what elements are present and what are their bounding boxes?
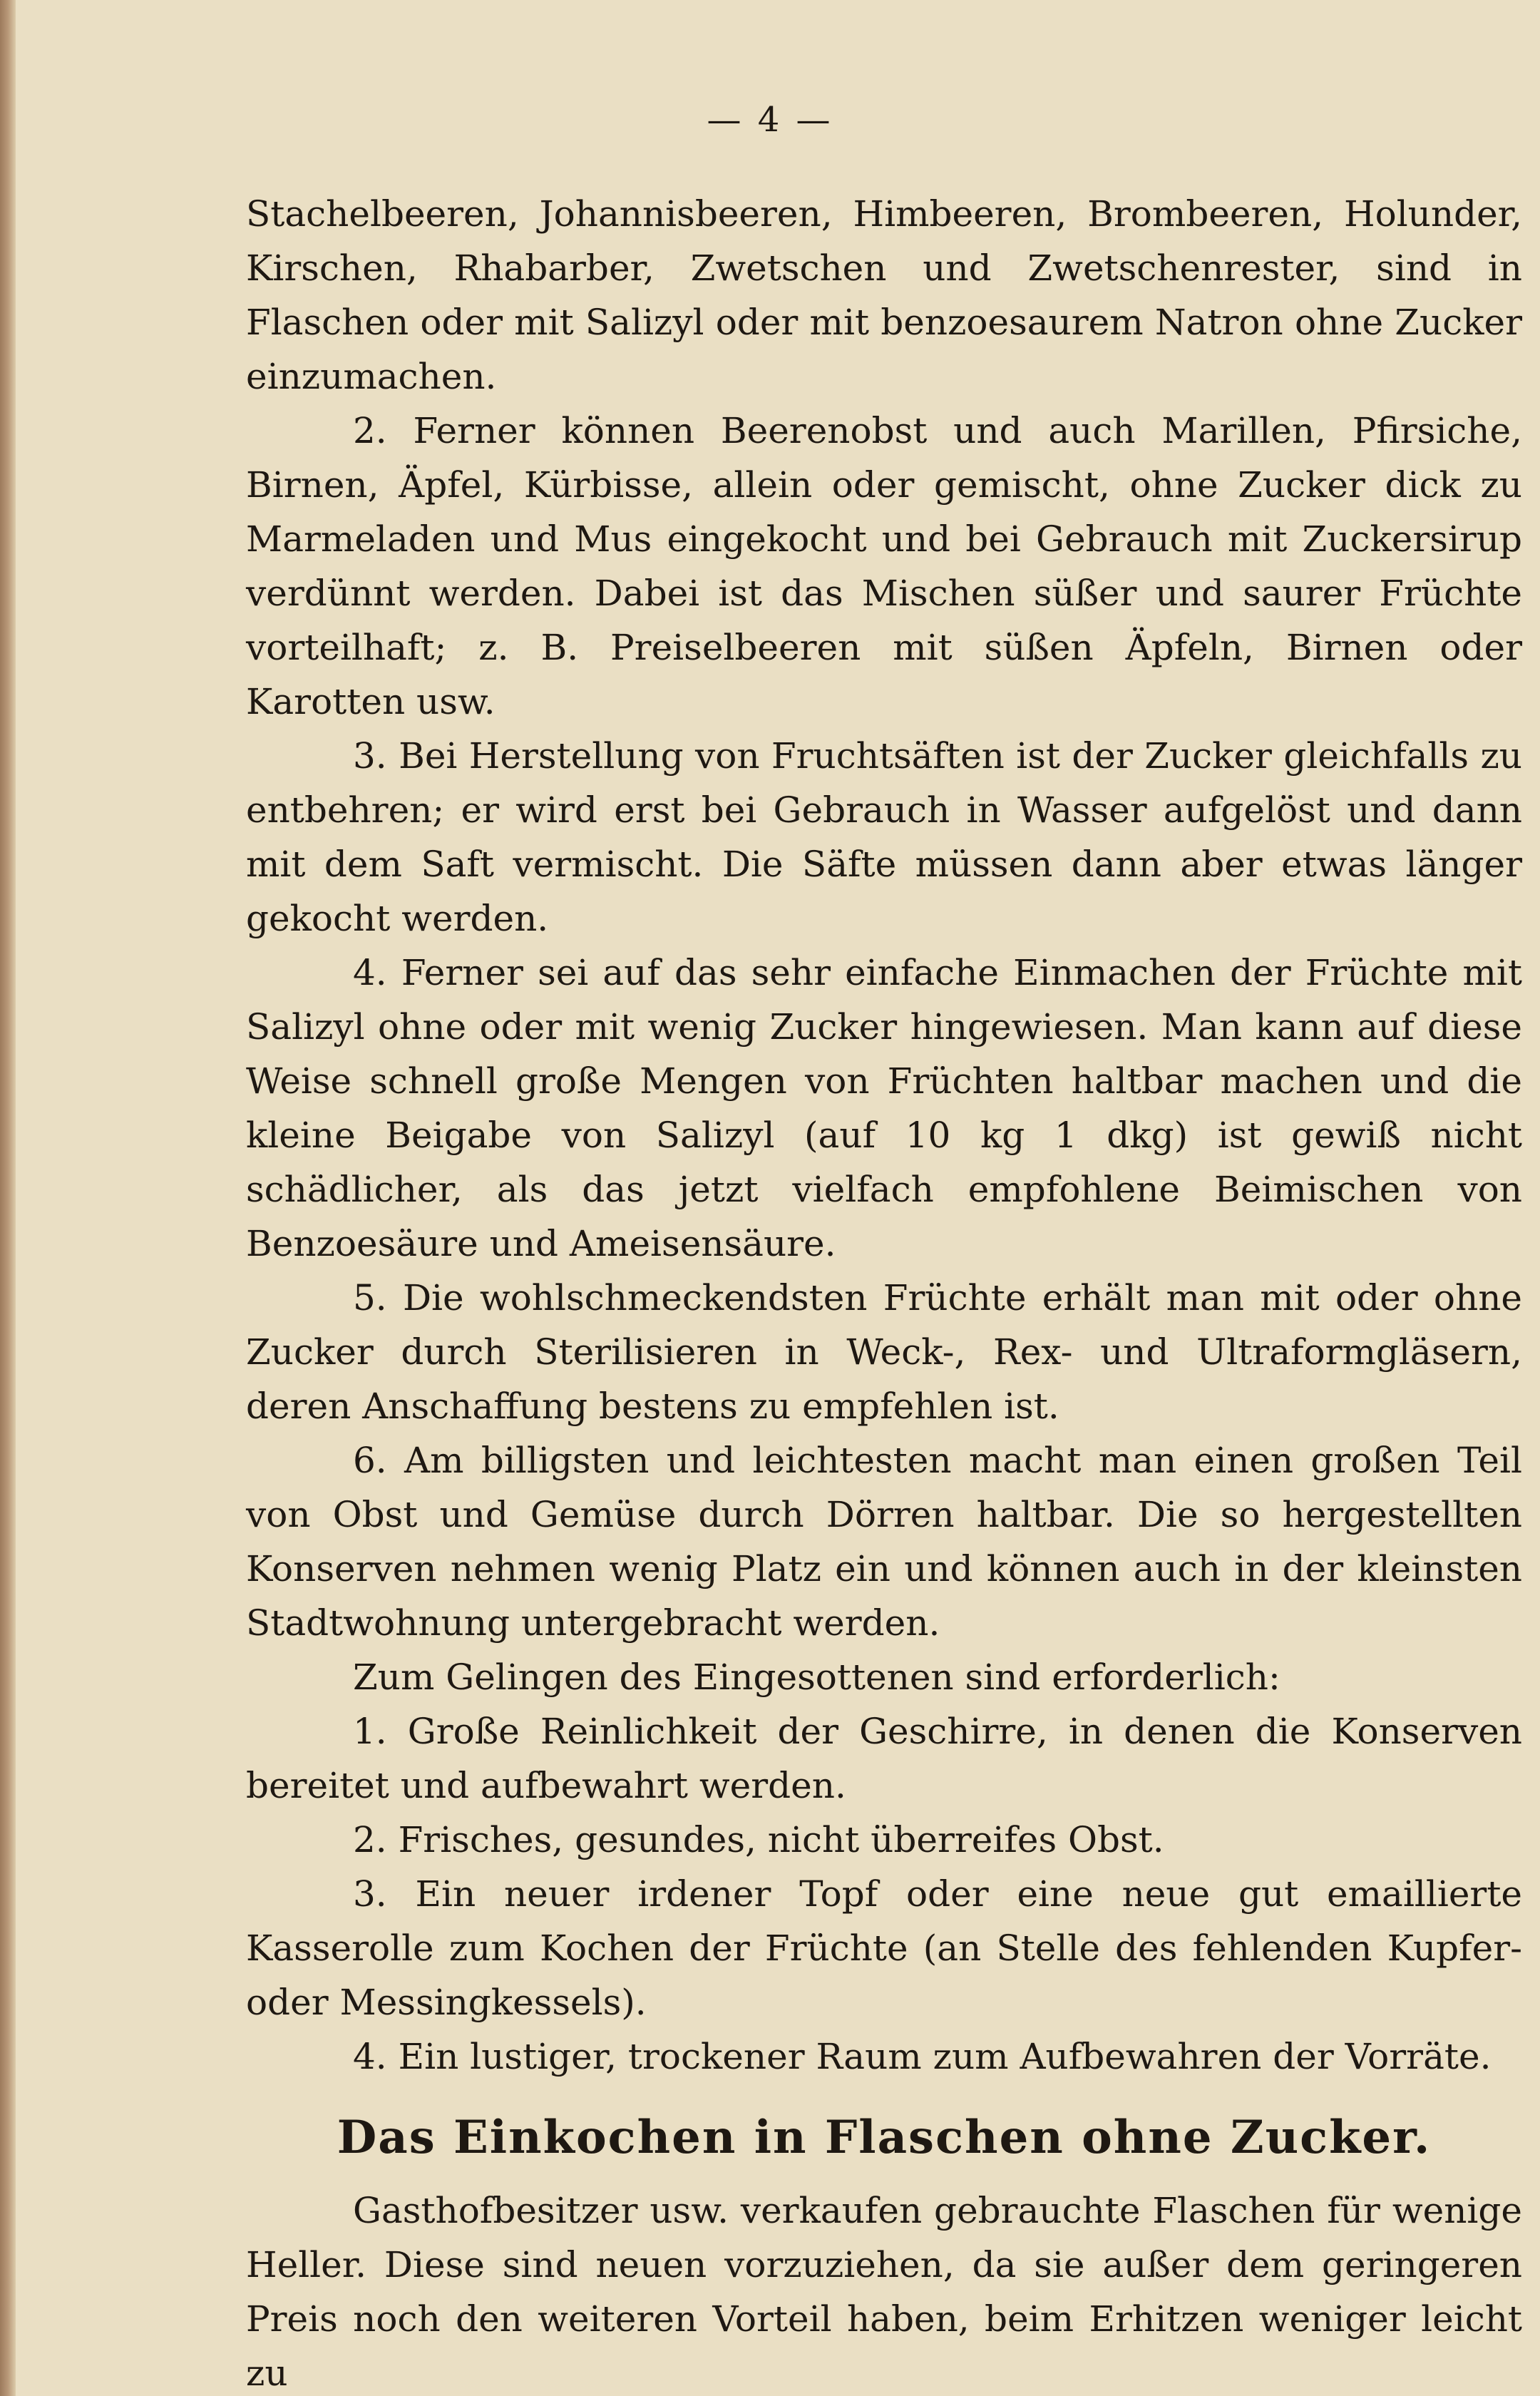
paragraph-item-5: 5. Die wohlschmeckendsten Früchte erhält man mit oder ohne Zucker durch Sterilisieren in Weck-, Rex- und Ultraformgläsern, deren Anschaffung bestens zu empfehlen ist.	[246, 1277, 1522, 1427]
paragraph-item-3: 3. Bei Herstellung von Fruchtsäften ist der Zucker gleichfalls zu entbehren; er wird erst bei Gebrauch in Wasser aufgelöst und dann mit dem Saft vermischt. Die Säfte müssen dann aber etwas länger gekocht werden.	[246, 735, 1522, 939]
requirement-3: 3. Ein neuer irdener Topf oder eine neue gut emaillierte Kasserolle zum Kochen der Früchte (an Stelle des fehlenden Kupfer- oder Messingkessels).	[246, 1873, 1522, 2023]
body-text	[246, 187, 1522, 2396]
requirement-1: 1. Große Reinlichkeit der Geschirre, in denen die Konserven bereitet und aufbewahrt werden.	[246, 1711, 1522, 1806]
page-number: — 4 —	[707, 100, 833, 140]
paragraph-item-6: 6. Am billigsten und leichtesten macht man einen großen Teil von Obst und Gemüse durch Dörren haltbar. Die so hergestellten Konserven nehmen wenig Platz ein und können auch in der kleinsten Stadtwohnung untergebracht werden.	[246, 1440, 1522, 1644]
paragraph-item-4: 4. Ferner sei auf das sehr einfache Einmachen der Früchte mit Salizyl ohne oder mit wenig Zucker hingewiesen. Man kann auf diese Weise schnell große Mengen von Früchten haltbar machen und die kleine Beigabe von Salizyl (auf 10 kg 1 dkg) ist gewiß nicht schädlicher, als das jetzt vielfach empfohlene Beimischen von Benzoesäure und Ameisensäure.	[246, 952, 1522, 1264]
requirement-4: 4. Ein lustiger, trockener Raum zum Aufbewahren der Vorräte.	[353, 2036, 1492, 2077]
page-binding-edge	[0, 0, 16, 2396]
paragraph-item-2: 2. Ferner können Beerenobst und auch Marillen, Pfirsiche, Birnen, Äpfel, Kürbisse, allein oder gemischt, ohne Zucker dick zu Marmeladen und Mus eingekocht und bei Gebrauch mit Zuckersirup verdünnt werden. Dabei ist das Mischen süßer und saurer Früchte vorteilhaft; z. B. Preiselbeeren mit süßen Äpfeln, Birnen oder Karotten usw.	[246, 410, 1522, 722]
paragraph-fruit-list: Stachelbeeren, Johannisbeeren, Himbeeren, Brombeeren, Holunder, Kirschen, Rhabarber, Zwetschen und Zwetschenrester, sind in Flaschen oder mit Salizyl oder mit benzoesaurem Natron ohne Zucker einzumachen.	[246, 193, 1522, 397]
paragraph-requirements-intro: Zum Gelingen des Eingesottenen sind erforderlich:	[353, 1657, 1280, 1698]
paragraph-bottles: Gasthofbesitzer usw. verkaufen gebrauchte Flaschen für wenige Heller. Diese sind neuen vorzuziehen, da sie außer dem geringeren Preis noch den weiteren Vorteil haben, beim Erhitzen weniger leicht zu	[246, 2190, 1522, 2394]
requirement-2: 2. Frisches, gesundes, nicht überreifes Obst.	[353, 1819, 1164, 1860]
section-heading: Das Einkochen in Flaschen ohne Zucker.	[337, 2111, 1432, 2164]
